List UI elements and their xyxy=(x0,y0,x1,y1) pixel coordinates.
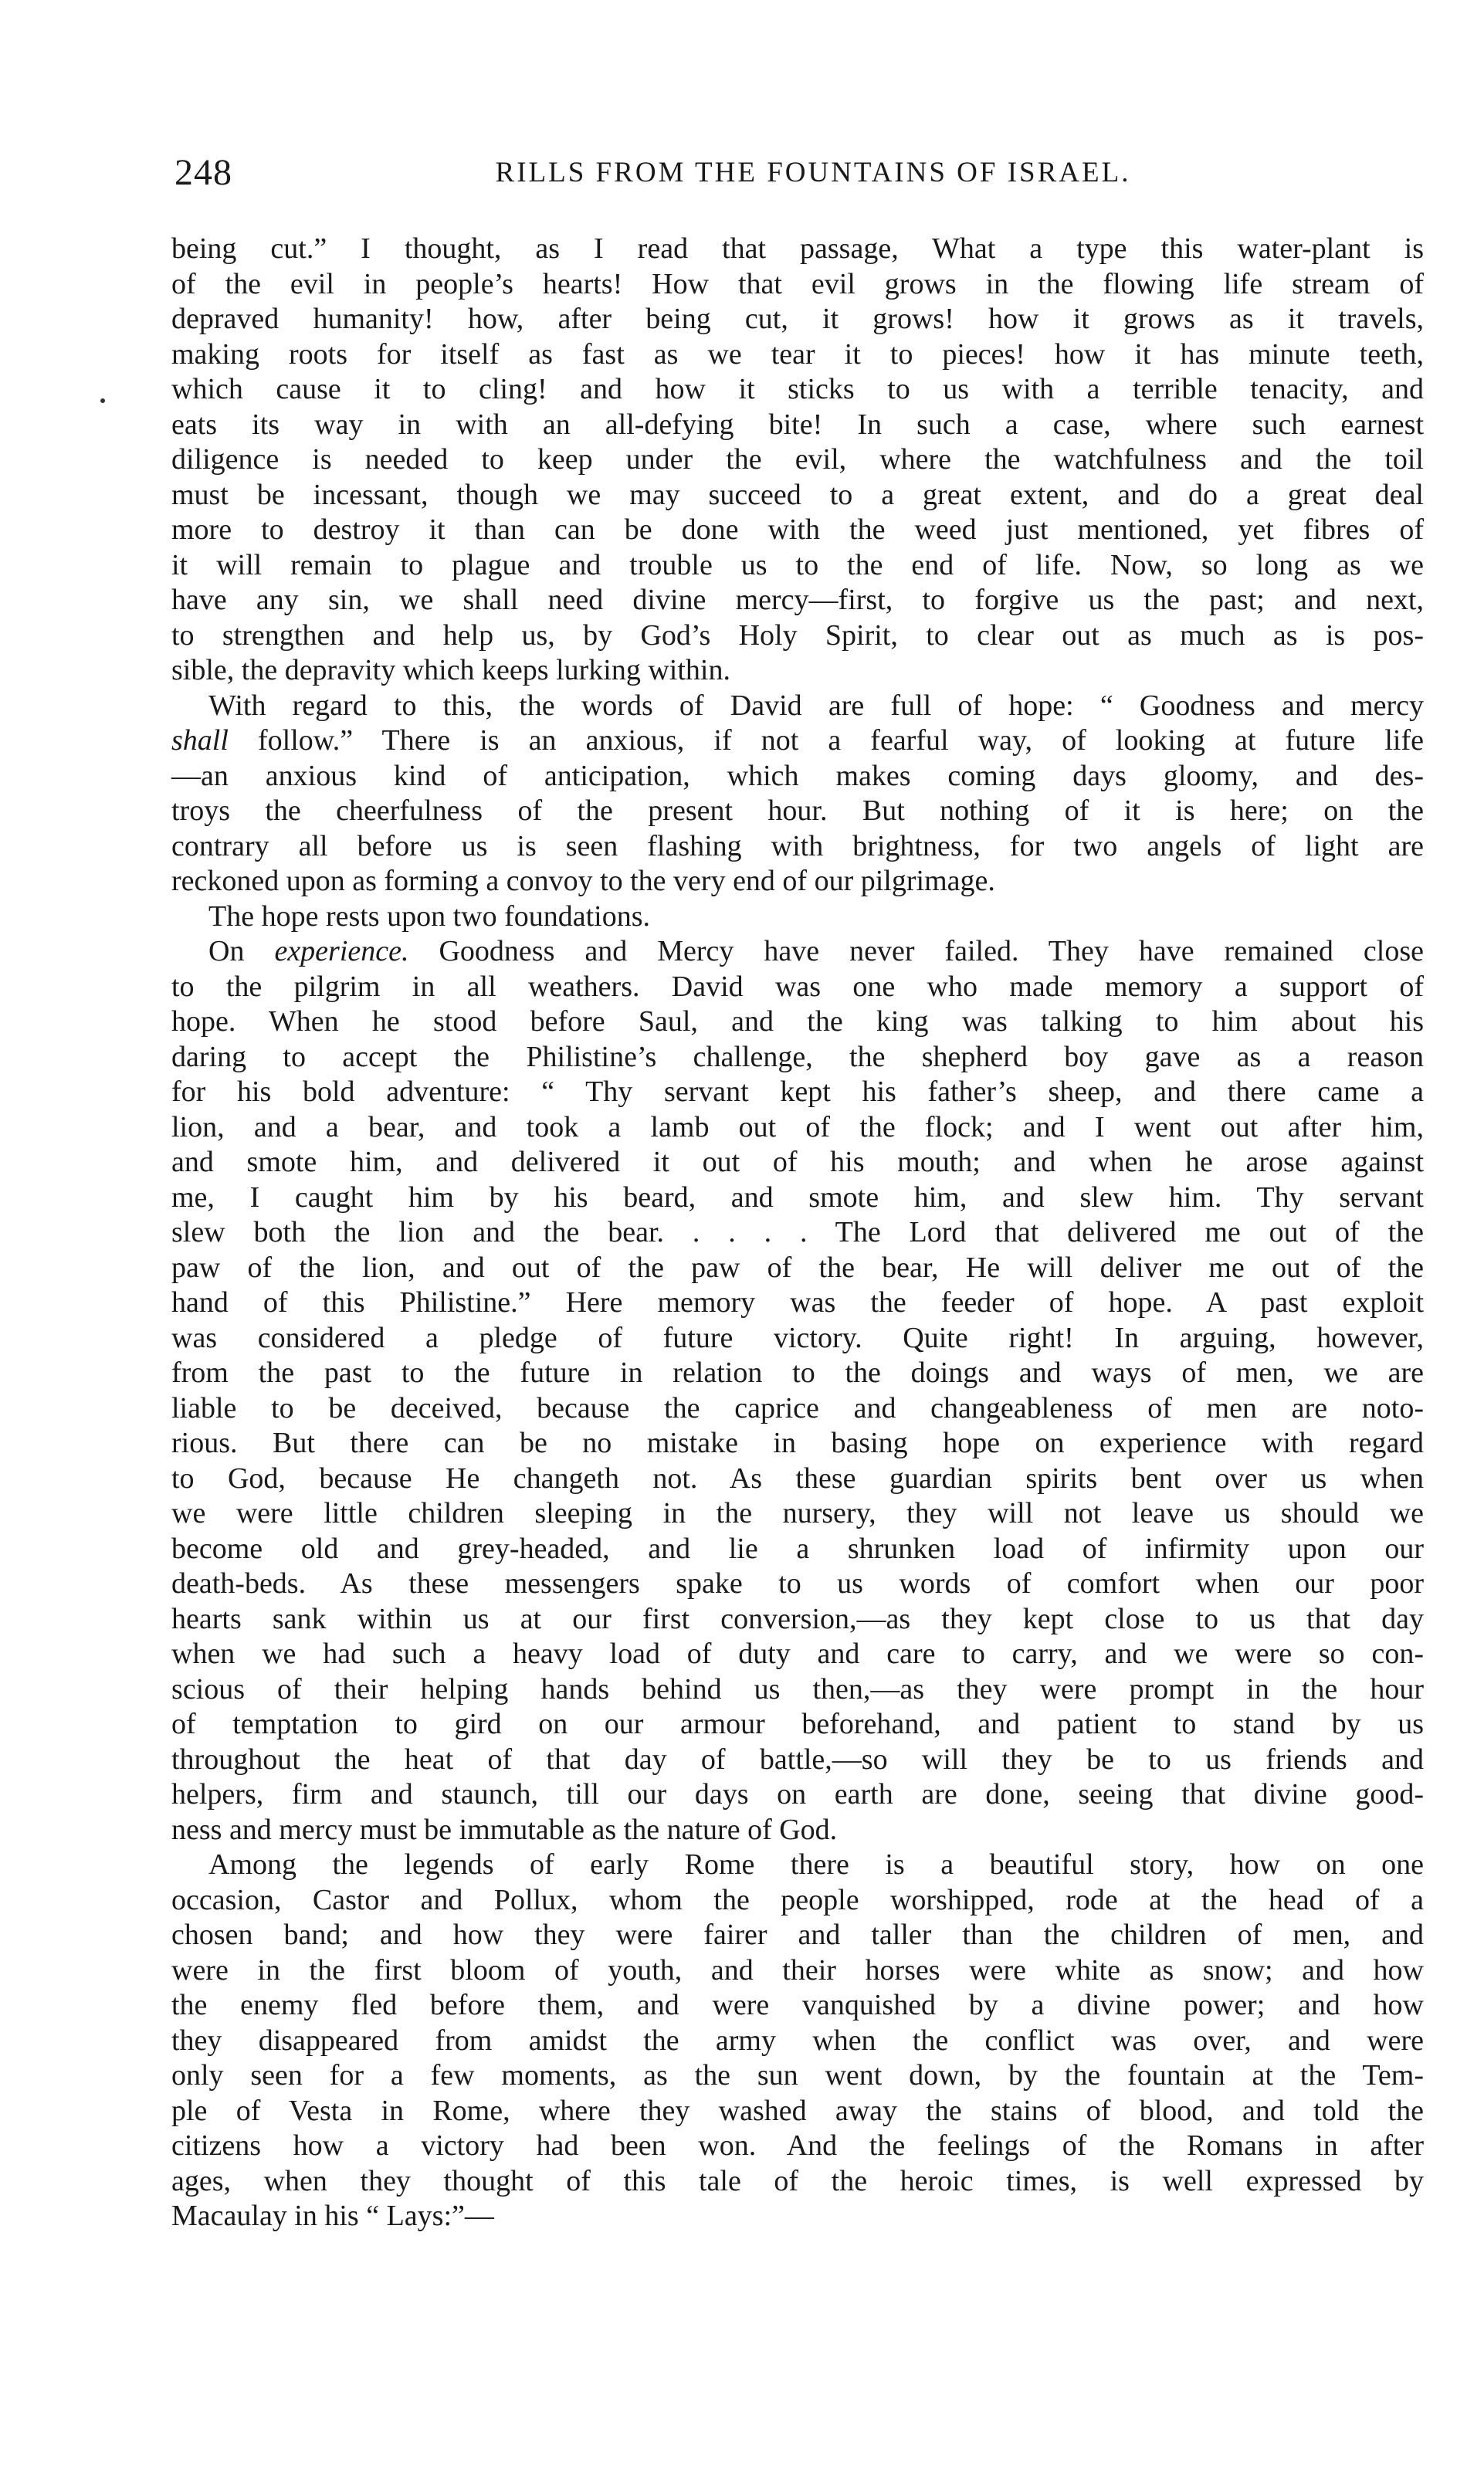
text-line-content: citizens how a victory had been won. And the feelings of the Romans in after xyxy=(171,2129,1424,2162)
text-line xyxy=(171,442,1424,478)
text-line xyxy=(171,1953,1424,1989)
text-line-content: lion, and a bear, and took a lamb out of the flock; and I went out after him, xyxy=(171,1110,1424,1143)
text-line xyxy=(171,2024,1424,2059)
text-line-italic: shall xyxy=(171,724,229,757)
text-line-content: ages, when they thought of this tale of the heroic times, is well expressed by xyxy=(171,2164,1424,2197)
text-line-content: occasion, Castor and Pollux, whom the people worshipped, rode at the head of a xyxy=(171,1883,1424,1916)
text-line-content: it will remain to plague and trouble us to the end of life. Now, so long as we xyxy=(171,548,1424,581)
text-line xyxy=(171,408,1424,443)
text-line-content: diligence is needed to keep under the evil, where the watchfulness and the toil xyxy=(171,443,1424,476)
text-line xyxy=(171,723,1424,759)
text-line xyxy=(171,1743,1424,1778)
text-line xyxy=(171,1145,1424,1180)
text-line xyxy=(171,934,1424,970)
text-line-content: With regard to this, the words of David are full of hope: “ Goodness and mercy xyxy=(208,689,1424,722)
text-line xyxy=(171,689,1424,724)
text-line xyxy=(171,302,1424,337)
text-line xyxy=(171,1707,1424,1743)
text-line-content: The hope rests upon two foundations. xyxy=(208,899,651,933)
text-line-content: throughout the heat of that day of battle,—so will they be to us friends and xyxy=(171,1743,1424,1776)
text-line xyxy=(171,1356,1424,1391)
text-line-content: they disappeared from amidst the army when the conflict was over, and were xyxy=(171,2024,1424,2057)
text-line xyxy=(171,337,1424,373)
text-line xyxy=(171,759,1424,794)
text-line xyxy=(171,267,1424,303)
text-line-content: for his bold adventure: “ Thy servant kept his father’s sheep, and there came a xyxy=(171,1075,1424,1108)
text-line xyxy=(171,1426,1424,1462)
text-line-content: sible, the depravity which keeps lurking within. xyxy=(171,654,730,686)
text-line-content: from the past to the future in relation to the doings and ways of men, we are xyxy=(171,1357,1424,1389)
text-line-content: of temptation to gird on our armour beforehand, and patient to stand by us xyxy=(171,1708,1424,1740)
text-line-content: helpers, firm and staunch, till our days on earth are done, seeing that divine good- xyxy=(171,1778,1424,1811)
text-line xyxy=(171,1496,1424,1532)
text-line-content: making roots for itself as fast as we tear it to pieces! how it has minute teeth, xyxy=(171,337,1424,371)
text-line xyxy=(171,1637,1424,1672)
text-line-content: Macaulay in his “ Lays:”— xyxy=(171,2200,494,2232)
text-line xyxy=(171,2199,1424,2234)
text-line-content: of the evil in people’s hearts! How that evil grows in the flowing life stream of xyxy=(171,267,1424,300)
text-line xyxy=(171,583,1424,618)
text-line-content: and smote him, and delivered it out of his mouth; and when he arose against xyxy=(171,1146,1424,1178)
text-line xyxy=(171,232,1424,267)
text-line xyxy=(171,1532,1424,1567)
page-header xyxy=(174,148,1421,198)
text-line-content: paw of the lion, and out of the paw of the bear, He will deliver me out of the xyxy=(171,1251,1424,1284)
text-line xyxy=(171,372,1424,408)
running-title: RILLS FROM THE FOUNTAINS OF ISRAEL. xyxy=(495,157,1131,188)
text-line xyxy=(171,899,1424,935)
text-line xyxy=(171,1286,1424,1321)
text-line xyxy=(171,1180,1424,1216)
text-line-content: were in the first bloom of youth, and their horses were white as snow; and how xyxy=(171,1953,1424,1987)
text-line-content: depraved humanity! how, after being cut, it grows! how it grows as it travels, xyxy=(171,303,1424,335)
text-line-content: must be incessant, though we may succeed to a great extent, and do a great deal xyxy=(171,478,1424,511)
text-line xyxy=(171,2094,1424,2129)
text-line-content: follow.” There is an anxious, if not a fearful way, of looking at future life xyxy=(228,724,1424,757)
text-line xyxy=(171,548,1424,584)
text-line xyxy=(171,1391,1424,1427)
text-line xyxy=(171,794,1424,829)
text-line-content: reckoned upon as forming a convoy to the very end of our pilgrimage. xyxy=(171,865,995,897)
margin-mark xyxy=(100,398,105,403)
text-line xyxy=(171,618,1424,654)
text-line-content: Among the legends of early Rome there is a beautiful story, how on one xyxy=(208,1848,1424,1881)
text-line-content: chosen band; and how they were fairer and taller than the children of men, and xyxy=(171,1919,1424,1951)
text-line-content: was considered a pledge of future victory. Quite right! In arguing, however, xyxy=(171,1321,1424,1354)
text-line xyxy=(171,1883,1424,1919)
text-line-content: Goodness and Mercy have never failed. They have remained close xyxy=(408,935,1424,967)
text-line-content: to the pilgrim in all weathers. David was one who made memory a support of xyxy=(171,970,1424,1003)
text-line-content: we were little children sleeping in the nursery, they will not leave us should we xyxy=(171,1497,1424,1529)
page-number: 248 xyxy=(174,152,232,193)
text-line-content: ness and mercy must be immutable as the nature of God. xyxy=(171,1813,838,1846)
text-line-content: me, I caught him by his beard, and smote him, and slew him. Thy servant xyxy=(171,1180,1424,1214)
body-text xyxy=(171,232,1424,2234)
text-line xyxy=(171,864,1424,899)
text-line xyxy=(171,1848,1424,1883)
text-line-content: only seen for a few moments, as the sun went down, by the fountain at the Tem- xyxy=(171,2059,1424,2092)
text-line-content: have any sin, we shall need divine mercy—first, to forgive us the past; and next, xyxy=(171,584,1424,616)
text-line xyxy=(171,1215,1424,1251)
text-line xyxy=(171,1988,1424,2024)
text-line xyxy=(171,1075,1424,1110)
text-line-content: hope. When he stood before Saul, and the king was talking to him about his xyxy=(171,1005,1424,1038)
text-line xyxy=(171,478,1424,513)
text-line-content: scious of their helping hands behind us then,—as they were prompt in the hour xyxy=(171,1672,1424,1706)
text-line xyxy=(171,2164,1424,2200)
text-line-content: to strengthen and help us, by God’s Holy Spirit, to clear out as much as is pos- xyxy=(171,618,1424,652)
text-line xyxy=(171,1462,1424,1497)
text-line xyxy=(171,1918,1424,1953)
text-line-content: ple of Vesta in Rome, where they washed away the stains of blood, and told the xyxy=(171,2094,1424,2127)
text-line xyxy=(171,1110,1424,1146)
text-line xyxy=(171,1567,1424,1602)
text-line xyxy=(171,1321,1424,1357)
text-line xyxy=(171,970,1424,1005)
text-line-content: to God, because He changeth not. As these guardian spirits bent over us when xyxy=(171,1462,1424,1495)
text-line xyxy=(171,653,1424,689)
text-line-content: daring to accept the Philistine’s challenge, the shepherd boy gave as a reason xyxy=(171,1040,1424,1073)
text-line xyxy=(171,1813,1424,1848)
text-line-content: hand of this Philistine.” Here memory was the feeder of hope. A past exploit xyxy=(171,1286,1424,1319)
text-line-content: troys the cheerfulness of the present hour. But nothing of it is here; on the xyxy=(171,794,1424,827)
text-line-content: liable to be deceived, because the caprice and changeableness of men are noto- xyxy=(171,1391,1424,1424)
text-line xyxy=(171,513,1424,548)
text-line-lead: On xyxy=(208,935,275,967)
text-line xyxy=(171,829,1424,865)
text-line-content: eats its way in with an all-defying bite! In such a case, where such earnest xyxy=(171,408,1424,441)
text-line-content: —an anxious kind of anticipation, which makes coming days gloomy, and des- xyxy=(171,759,1424,792)
text-line xyxy=(171,2058,1424,2094)
text-line-content: slew both the lion and the bear. . . . . The Lord that delivered me out of the xyxy=(171,1216,1424,1248)
text-line-content: more to destroy it than can be done with the weed just mentioned, yet fibres of xyxy=(171,513,1424,546)
text-line-content: which cause it to cling! and how it sticks to us with a terrible tenacity, and xyxy=(171,373,1424,405)
text-line xyxy=(171,2129,1424,2164)
text-line xyxy=(171,1777,1424,1813)
text-line-content: being cut.” I thought, as I read that passage, What a type this water-plant is xyxy=(171,232,1424,265)
text-line xyxy=(171,1040,1424,1075)
text-line xyxy=(171,1251,1424,1286)
text-line-content: contrary all before us is seen flashing with brightness, for two angels of light are xyxy=(171,829,1424,862)
text-line-content: hearts sank within us at our first conversion,—as they kept close to us that day xyxy=(171,1602,1424,1635)
text-line-content: become old and grey-headed, and lie a shrunken load of infirmity upon our xyxy=(171,1532,1424,1565)
text-line-content: rious. But there can be no mistake in basing hope on experience with regard xyxy=(171,1427,1424,1459)
text-line xyxy=(171,1602,1424,1638)
text-line xyxy=(171,1004,1424,1040)
text-line-content: death-beds. As these messengers spake to us words of comfort when our poor xyxy=(171,1567,1424,1600)
text-line-italic: experience. xyxy=(274,935,409,967)
text-line xyxy=(171,1672,1424,1708)
text-line-content: the enemy fled before them, and were vanquished by a divine power; and how xyxy=(171,1989,1424,2021)
text-line-content: when we had such a heavy load of duty and care to carry, and we were so con- xyxy=(171,1638,1424,1670)
